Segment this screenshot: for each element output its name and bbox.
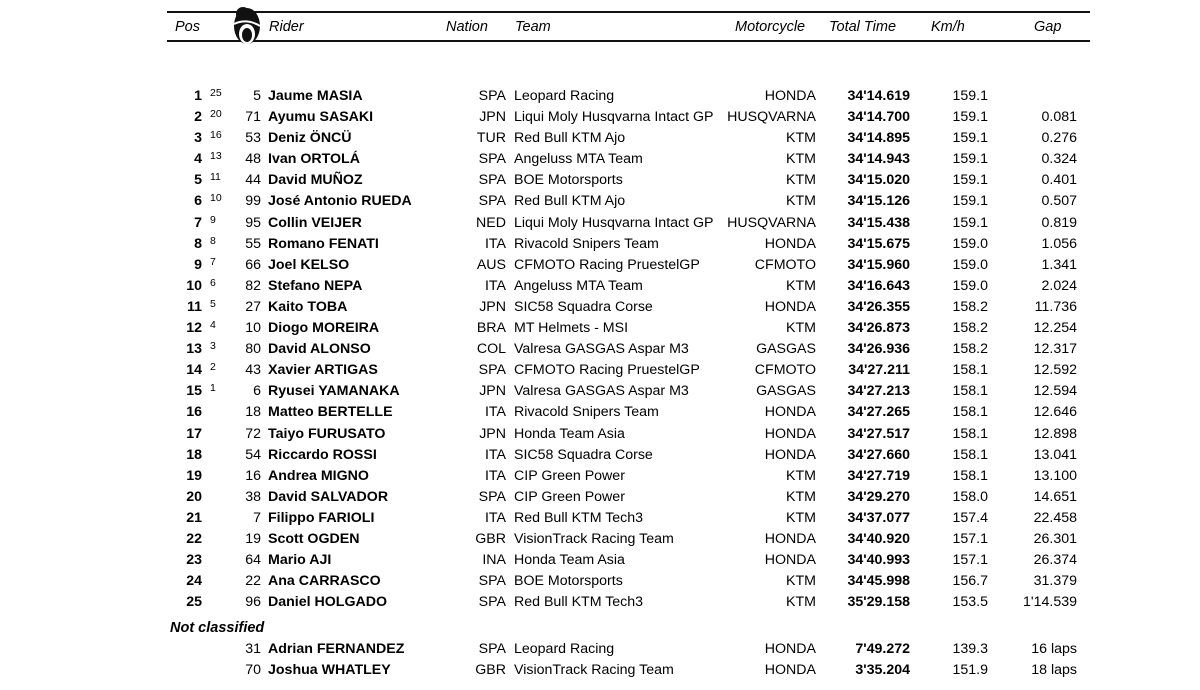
cell-position: 11 bbox=[187, 298, 202, 315]
cell-nation: SPA bbox=[478, 573, 506, 590]
cell-points: 1 bbox=[210, 382, 216, 395]
cell-speed-kmh: 158.2 bbox=[952, 341, 988, 358]
cell-nation: GBR bbox=[475, 662, 506, 679]
cell-points: 8 bbox=[210, 234, 216, 247]
cell-total-time: 3'35.204 bbox=[855, 662, 910, 679]
cell-team: Rivacold Snipers Team bbox=[514, 235, 659, 252]
cell-total-time: 34'40.993 bbox=[847, 552, 910, 569]
cell-points: 16 bbox=[210, 129, 222, 142]
cell-gap: 18 laps bbox=[1031, 662, 1077, 679]
cell-team: SIC58 Squadra Corse bbox=[514, 446, 653, 463]
cell-team: VisionTrack Racing Team bbox=[514, 662, 674, 679]
cell-team: Liqui Moly Husqvarna Intact GP bbox=[514, 109, 714, 126]
cell-speed-kmh: 157.1 bbox=[952, 552, 988, 569]
cell-nation: GBR bbox=[475, 530, 506, 547]
cell-rider-name: Ivan ORTOLÁ bbox=[268, 151, 360, 168]
table-row bbox=[0, 445, 1200, 466]
cell-points: 7 bbox=[210, 255, 216, 268]
header-motorcycle: Motorcycle bbox=[735, 19, 806, 35]
cell-total-time: 34'26.873 bbox=[847, 320, 910, 337]
cell-position: 17 bbox=[186, 425, 202, 442]
cell-total-time: 34'27.660 bbox=[847, 446, 910, 463]
cell-total-time: 34'27.517 bbox=[847, 425, 910, 442]
cell-motorcycle: HONDA bbox=[764, 552, 816, 569]
table-row bbox=[0, 487, 1200, 508]
cell-team: MT Helmets - MSI bbox=[514, 320, 629, 337]
cell-nation: SPA bbox=[478, 362, 506, 379]
table-row bbox=[0, 592, 1200, 613]
cell-rider-name: Riccardo ROSSI bbox=[268, 446, 377, 463]
cell-rider-number: 80 bbox=[245, 341, 261, 358]
cell-speed-kmh: 156.7 bbox=[952, 573, 988, 590]
cell-nation: COL bbox=[476, 341, 506, 358]
cell-team: Red Bull KTM Tech3 bbox=[514, 509, 644, 526]
cell-rider-name: Taiyo FURUSATO bbox=[268, 425, 386, 442]
cell-nation: SPA bbox=[478, 193, 506, 210]
cell-nation: ITA bbox=[484, 235, 506, 252]
cell-rider-name: Ryusei YAMANAKA bbox=[268, 383, 400, 400]
cell-position: 19 bbox=[186, 467, 202, 484]
table-row bbox=[0, 381, 1200, 402]
cell-position: 15 bbox=[186, 383, 202, 400]
cell-team: CIP Green Power bbox=[514, 488, 625, 505]
cell-motorcycle: HONDA bbox=[764, 235, 816, 252]
cell-gap: 12.592 bbox=[1033, 362, 1077, 379]
cell-rider-name: Diogo MOREIRA bbox=[268, 320, 380, 337]
cell-position: 8 bbox=[194, 235, 202, 252]
cell-team: Valresa GASGAS Aspar M3 bbox=[514, 383, 689, 400]
cell-total-time: 34'40.920 bbox=[847, 530, 910, 547]
cell-total-time: 34'16.643 bbox=[847, 277, 910, 294]
cell-speed-kmh: 159.0 bbox=[952, 235, 988, 252]
cell-rider-number: 19 bbox=[245, 530, 261, 547]
cell-team: Red Bull KTM Tech3 bbox=[514, 594, 644, 611]
header-nation: Nation bbox=[446, 19, 488, 35]
cell-speed-kmh: 153.5 bbox=[952, 594, 988, 611]
cell-rider-name: Stefano NEPA bbox=[268, 277, 363, 294]
cell-team: BOE Motorsports bbox=[514, 172, 623, 189]
cell-position: 7 bbox=[194, 214, 202, 231]
cell-rider-number: 71 bbox=[245, 109, 261, 126]
cell-motorcycle: KTM bbox=[786, 573, 816, 590]
cell-gap: 1.341 bbox=[1041, 256, 1077, 273]
cell-total-time: 34'15.960 bbox=[847, 256, 910, 273]
cell-points: 5 bbox=[210, 297, 216, 310]
cell-rider-number: 64 bbox=[245, 552, 261, 569]
cell-nation: BRA bbox=[476, 320, 506, 337]
cell-total-time: 34'15.020 bbox=[847, 172, 910, 189]
cell-gap: 13.100 bbox=[1033, 467, 1077, 484]
cell-rider-name: Ana CARRASCO bbox=[268, 573, 381, 590]
cell-rider-number: 6 bbox=[253, 383, 261, 400]
cell-motorcycle: HONDA bbox=[764, 530, 816, 547]
cell-total-time: 34'45.998 bbox=[847, 573, 910, 590]
cell-nation: JPN bbox=[479, 109, 506, 126]
cell-gap: 12.594 bbox=[1033, 383, 1077, 400]
cell-motorcycle: KTM bbox=[786, 320, 816, 337]
cell-speed-kmh: 158.1 bbox=[952, 383, 988, 400]
cell-team: Red Bull KTM Ajo bbox=[514, 193, 626, 210]
cell-position: 20 bbox=[186, 488, 202, 505]
cell-team: CIP Green Power bbox=[514, 467, 625, 484]
cell-rider-number: 96 bbox=[245, 594, 261, 611]
cell-rider-name: Deniz ÖNCÜ bbox=[268, 130, 352, 147]
table-row bbox=[0, 149, 1200, 170]
cell-rider-name: Andrea MIGNO bbox=[268, 467, 369, 484]
cell-rider-number: 27 bbox=[245, 298, 261, 315]
cell-gap: 0.819 bbox=[1041, 214, 1077, 231]
table-row bbox=[0, 318, 1200, 339]
cell-gap: 26.374 bbox=[1033, 552, 1077, 569]
cell-rider-number: 70 bbox=[245, 662, 261, 679]
table-row bbox=[0, 191, 1200, 212]
cell-position: 23 bbox=[186, 552, 202, 569]
cell-points: 6 bbox=[210, 276, 216, 289]
classified-results bbox=[0, 86, 1200, 613]
cell-rider-number: 99 bbox=[245, 193, 261, 210]
cell-rider-number: 54 bbox=[245, 446, 261, 463]
cell-gap: 31.379 bbox=[1033, 573, 1077, 590]
cell-motorcycle: KTM bbox=[786, 172, 816, 189]
cell-rider-name: Joshua WHATLEY bbox=[268, 662, 391, 679]
cell-rider-number: 48 bbox=[245, 151, 261, 168]
table-row bbox=[0, 550, 1200, 571]
cell-position: 14 bbox=[186, 362, 202, 379]
cell-motorcycle: HONDA bbox=[764, 404, 816, 421]
cell-nation: AUS bbox=[476, 256, 506, 273]
cell-gap: 12.254 bbox=[1033, 320, 1077, 337]
cell-rider-name: Collin VEIJER bbox=[268, 214, 362, 231]
cell-gap: 0.276 bbox=[1041, 130, 1077, 147]
header-rider: Rider bbox=[269, 19, 304, 35]
cell-rider-name: Daniel HOLGADO bbox=[268, 594, 388, 611]
cell-rider-name: Joel KELSO bbox=[268, 256, 350, 273]
cell-team: SIC58 Squadra Corse bbox=[514, 298, 653, 315]
cell-rider-number: 43 bbox=[245, 362, 261, 379]
cell-rider-number: 16 bbox=[245, 467, 261, 484]
cell-team: Liqui Moly Husqvarna Intact GP bbox=[514, 214, 714, 231]
cell-gap: 11.736 bbox=[1034, 298, 1077, 315]
cell-gap: 16 laps bbox=[1031, 641, 1077, 657]
header-team: Team bbox=[515, 19, 551, 35]
cell-points: 20 bbox=[210, 108, 222, 121]
cell-team: Valresa GASGAS Aspar M3 bbox=[514, 341, 689, 358]
cell-rider-number: 38 bbox=[245, 488, 261, 505]
cell-rider-number: 22 bbox=[245, 573, 261, 590]
cell-total-time: 34'29.270 bbox=[847, 488, 910, 505]
cell-nation: ITA bbox=[484, 404, 506, 421]
cell-nation: ITA bbox=[484, 277, 506, 294]
cell-speed-kmh: 158.0 bbox=[952, 488, 988, 505]
cell-rider-name: David SALVADOR bbox=[268, 488, 389, 505]
cell-total-time: 34'15.675 bbox=[847, 235, 910, 252]
cell-team: Red Bull KTM Ajo bbox=[514, 130, 626, 147]
cell-total-time: 34'14.943 bbox=[847, 151, 910, 168]
table-row bbox=[0, 170, 1200, 191]
not-classified-heading: Not classified bbox=[170, 620, 265, 636]
cell-speed-kmh: 159.0 bbox=[952, 256, 988, 273]
cell-nation: INA bbox=[482, 552, 506, 569]
cell-nation: SPA bbox=[478, 88, 506, 104]
cell-nation: TUR bbox=[476, 130, 506, 147]
cell-nation: ITA bbox=[484, 467, 506, 484]
cell-position: 25 bbox=[186, 594, 202, 611]
cell-motorcycle: HONDA bbox=[764, 641, 816, 657]
cell-total-time: 35'29.158 bbox=[847, 594, 910, 611]
cell-total-time: 34'15.438 bbox=[847, 214, 910, 231]
cell-team: BOE Motorsports bbox=[514, 573, 623, 590]
cell-speed-kmh: 159.1 bbox=[952, 214, 988, 231]
not-classified-results bbox=[0, 639, 1200, 681]
table-row bbox=[0, 213, 1200, 234]
cell-gap: 12.317 bbox=[1033, 341, 1077, 358]
cell-speed-kmh: 159.1 bbox=[952, 88, 988, 104]
cell-nation: ITA bbox=[484, 509, 506, 526]
cell-position: 12 bbox=[186, 320, 202, 337]
cell-position: 5 bbox=[194, 172, 202, 189]
table-row bbox=[0, 529, 1200, 550]
cell-gap: 1.056 bbox=[1041, 235, 1077, 252]
cell-speed-kmh: 159.1 bbox=[952, 172, 988, 189]
table-row bbox=[0, 107, 1200, 128]
cell-points: 2 bbox=[210, 361, 216, 374]
motorcycle-rider-icon bbox=[226, 4, 268, 46]
header-total-time: Total Time bbox=[829, 19, 897, 35]
cell-motorcycle: HONDA bbox=[764, 446, 816, 463]
cell-rider-number: 5 bbox=[253, 88, 261, 104]
cell-total-time: 34'26.355 bbox=[847, 298, 910, 315]
header-kmh: Km/h bbox=[931, 19, 965, 35]
cell-gap: 12.898 bbox=[1033, 425, 1077, 442]
cell-team: Honda Team Asia bbox=[514, 425, 625, 442]
cell-position: 24 bbox=[186, 573, 202, 590]
cell-nation: JPN bbox=[479, 383, 506, 400]
header-pos: Pos bbox=[175, 19, 200, 35]
cell-points: 4 bbox=[210, 319, 216, 332]
cell-position: 13 bbox=[186, 341, 202, 358]
cell-motorcycle: KTM bbox=[786, 509, 816, 526]
table-row bbox=[0, 508, 1200, 529]
cell-total-time: 34'27.719 bbox=[847, 467, 910, 484]
cell-motorcycle: KTM bbox=[786, 488, 816, 505]
cell-motorcycle: KTM bbox=[786, 594, 816, 611]
cell-nation: NED bbox=[476, 214, 506, 231]
cell-speed-kmh: 158.1 bbox=[952, 362, 988, 379]
cell-speed-kmh: 158.1 bbox=[952, 446, 988, 463]
cell-rider-name: Scott OGDEN bbox=[268, 530, 360, 547]
cell-speed-kmh: 151.9 bbox=[952, 662, 988, 679]
cell-position: 21 bbox=[186, 509, 202, 526]
cell-team: Angeluss MTA Team bbox=[514, 277, 643, 294]
cell-speed-kmh: 158.1 bbox=[952, 425, 988, 442]
cell-motorcycle: HUSQVARNA bbox=[727, 109, 816, 126]
cell-position: 6 bbox=[194, 193, 202, 210]
cell-points: 13 bbox=[210, 150, 222, 163]
cell-points: 25 bbox=[210, 87, 222, 99]
cell-team: Leopard Racing bbox=[514, 641, 615, 657]
cell-motorcycle: HONDA bbox=[764, 298, 816, 315]
table-row bbox=[0, 339, 1200, 360]
cell-motorcycle: KTM bbox=[786, 130, 816, 147]
table-row bbox=[0, 360, 1200, 381]
cell-gap: 0.324 bbox=[1041, 151, 1077, 168]
cell-rider-number: 7 bbox=[253, 509, 261, 526]
cell-gap: 13.041 bbox=[1033, 446, 1077, 463]
cell-rider-number: 72 bbox=[245, 425, 261, 442]
cell-motorcycle: HONDA bbox=[764, 88, 816, 104]
cell-motorcycle: KTM bbox=[786, 151, 816, 168]
cell-rider-name: Romano FENATI bbox=[268, 235, 379, 252]
cell-rider-name: Adrian FERNANDEZ bbox=[268, 641, 405, 657]
table-row bbox=[0, 424, 1200, 445]
cell-speed-kmh: 157.1 bbox=[952, 530, 988, 547]
cell-points: 9 bbox=[210, 213, 216, 226]
cell-total-time: 34'27.213 bbox=[847, 383, 910, 400]
cell-rider-name: Matteo BERTELLE bbox=[268, 404, 393, 421]
cell-speed-kmh: 159.1 bbox=[952, 130, 988, 147]
table-row bbox=[0, 128, 1200, 149]
table-row bbox=[0, 234, 1200, 255]
cell-rider-name: Ayumu SASAKI bbox=[268, 109, 374, 126]
table-row bbox=[0, 297, 1200, 318]
results-header bbox=[0, 0, 1200, 60]
cell-motorcycle: GASGAS bbox=[756, 341, 816, 358]
cell-motorcycle: KTM bbox=[786, 467, 816, 484]
cell-rider-name: Filippo FARIOLI bbox=[268, 509, 375, 526]
cell-rider-number: 18 bbox=[245, 404, 261, 421]
cell-speed-kmh: 159.0 bbox=[952, 277, 988, 294]
cell-nation: SPA bbox=[478, 151, 506, 168]
cell-nation: SPA bbox=[478, 594, 506, 611]
table-row bbox=[0, 660, 1200, 681]
cell-total-time: 34'15.126 bbox=[847, 193, 910, 210]
cell-points: 11 bbox=[210, 171, 221, 184]
cell-rider-name: Mario AJI bbox=[268, 552, 332, 569]
cell-gap: 12.646 bbox=[1033, 404, 1077, 421]
cell-speed-kmh: 159.1 bbox=[952, 151, 988, 168]
cell-speed-kmh: 159.1 bbox=[952, 109, 988, 126]
cell-speed-kmh: 158.2 bbox=[952, 298, 988, 315]
cell-gap: 1'14.539 bbox=[1023, 594, 1077, 611]
cell-points: 10 bbox=[210, 192, 222, 205]
cell-team: Rivacold Snipers Team bbox=[514, 404, 659, 421]
cell-rider-name: Xavier ARTIGAS bbox=[268, 362, 378, 379]
table-row bbox=[0, 86, 1200, 107]
header-bottom-rule bbox=[167, 40, 1090, 42]
cell-nation: JPN bbox=[479, 298, 506, 315]
cell-total-time: 34'26.936 bbox=[847, 341, 910, 358]
cell-gap: 22.458 bbox=[1033, 509, 1077, 526]
cell-motorcycle: HUSQVARNA bbox=[727, 214, 816, 231]
cell-total-time: 34'27.265 bbox=[847, 404, 910, 421]
cell-position: 4 bbox=[194, 151, 202, 168]
cell-team: CFMOTO Racing PruestelGP bbox=[514, 362, 700, 379]
cell-speed-kmh: 159.1 bbox=[952, 193, 988, 210]
cell-motorcycle: KTM bbox=[786, 193, 816, 210]
cell-nation: ITA bbox=[484, 446, 506, 463]
cell-motorcycle: CFMOTO bbox=[754, 256, 816, 273]
cell-rider-name: David ALONSO bbox=[268, 341, 371, 358]
table-row bbox=[0, 639, 1200, 660]
cell-speed-kmh: 157.4 bbox=[952, 509, 988, 526]
cell-total-time: 34'37.077 bbox=[847, 509, 910, 526]
cell-position: 9 bbox=[194, 256, 202, 273]
cell-position: 16 bbox=[186, 404, 202, 421]
cell-nation: SPA bbox=[478, 172, 506, 189]
cell-gap: 0.081 bbox=[1041, 109, 1077, 126]
cell-rider-name: Jaume MASIA bbox=[268, 88, 363, 104]
cell-team: Leopard Racing bbox=[514, 88, 615, 104]
cell-rider-number: 44 bbox=[245, 172, 261, 189]
cell-speed-kmh: 158.2 bbox=[952, 320, 988, 337]
cell-rider-name: Kaito TOBA bbox=[268, 298, 348, 315]
cell-gap: 0.507 bbox=[1041, 193, 1077, 210]
cell-gap: 14.651 bbox=[1033, 488, 1077, 505]
cell-motorcycle: KTM bbox=[786, 277, 816, 294]
cell-position: 1 bbox=[194, 88, 202, 104]
cell-total-time: 34'14.619 bbox=[847, 88, 910, 104]
cell-motorcycle: HONDA bbox=[764, 425, 816, 442]
cell-rider-number: 55 bbox=[245, 235, 261, 252]
cell-total-time: 7'49.272 bbox=[855, 641, 910, 657]
cell-position: 10 bbox=[186, 277, 202, 294]
cell-total-time: 34'27.211 bbox=[848, 362, 910, 379]
cell-gap: 26.301 bbox=[1033, 530, 1077, 547]
cell-rider-number: 31 bbox=[245, 641, 261, 657]
cell-gap: 2.024 bbox=[1041, 277, 1077, 294]
cell-nation: SPA bbox=[478, 641, 506, 657]
cell-rider-number: 82 bbox=[245, 277, 261, 294]
cell-team: VisionTrack Racing Team bbox=[514, 530, 674, 547]
cell-rider-number: 95 bbox=[245, 214, 261, 231]
cell-nation: JPN bbox=[479, 425, 506, 442]
table-row bbox=[0, 466, 1200, 487]
cell-total-time: 34'14.895 bbox=[847, 130, 910, 147]
cell-points: 3 bbox=[210, 340, 216, 353]
table-row bbox=[0, 255, 1200, 276]
table-row bbox=[0, 276, 1200, 297]
cell-motorcycle: HONDA bbox=[764, 662, 816, 679]
header-gap: Gap bbox=[1034, 19, 1062, 35]
cell-position: 22 bbox=[186, 530, 202, 547]
cell-team: CFMOTO Racing PruestelGP bbox=[514, 256, 700, 273]
cell-position: 2 bbox=[194, 109, 202, 126]
cell-rider-number: 10 bbox=[245, 320, 261, 337]
cell-motorcycle: GASGAS bbox=[756, 383, 816, 400]
cell-speed-kmh: 139.3 bbox=[952, 641, 988, 657]
cell-rider-name: David MUÑOZ bbox=[268, 172, 363, 189]
cell-speed-kmh: 158.1 bbox=[952, 467, 988, 484]
cell-motorcycle: CFMOTO bbox=[754, 362, 816, 379]
cell-team: Honda Team Asia bbox=[514, 552, 625, 569]
cell-position: 18 bbox=[186, 446, 202, 463]
cell-team: Angeluss MTA Team bbox=[514, 151, 643, 168]
cell-rider-number: 66 bbox=[245, 256, 261, 273]
table-row bbox=[0, 402, 1200, 423]
cell-rider-name: José Antonio RUEDA bbox=[268, 193, 412, 210]
cell-position: 3 bbox=[194, 130, 202, 147]
cell-rider-number: 53 bbox=[245, 130, 261, 147]
cell-nation: SPA bbox=[478, 488, 506, 505]
table-row bbox=[0, 571, 1200, 592]
cell-total-time: 34'14.700 bbox=[847, 109, 910, 126]
cell-speed-kmh: 158.1 bbox=[952, 404, 988, 421]
header-top-rule bbox=[167, 11, 1090, 13]
cell-gap: 0.401 bbox=[1041, 172, 1077, 189]
